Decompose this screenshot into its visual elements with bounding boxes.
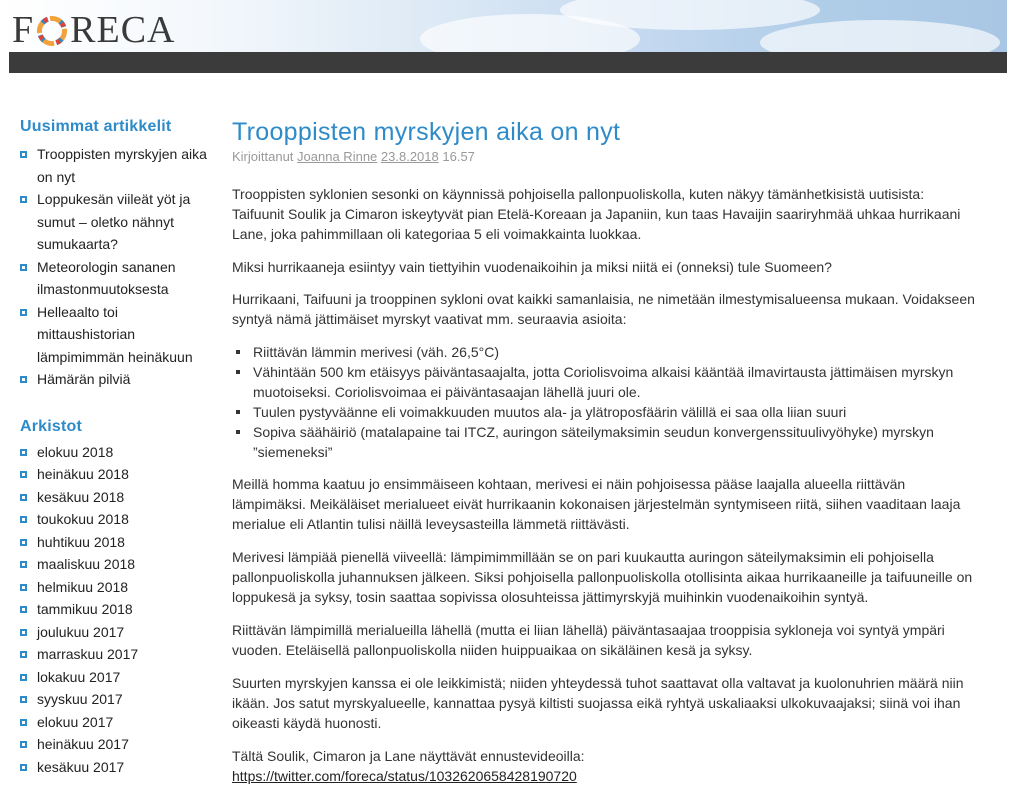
square-bullet-icon <box>20 764 27 771</box>
article-paragraph: Riittävän lämpimillä merialueilla lähellä (mutta ei liian lähellä) päiväntasaajaa trooppisia sykloneja voi syntyä ympäri vuoden. Eteläisellä pallonpuoliskolla niiden huippuaikaa on sikäläinen kesä ja syksy. <box>232 622 945 658</box>
archive-label[interactable]: elokuu 2017 <box>37 713 114 730</box>
square-bullet-icon <box>20 196 27 203</box>
archive-label[interactable]: elokuu 2018 <box>37 443 114 460</box>
square-bullet-icon <box>20 471 27 478</box>
article-paragraph: Trooppisten syklonien sesonki on käynnissä pohjoisella pallonpuoliskolla, kuten näkyy tämänhetkisistä uutisista: Taifuunit Soulik ja Cimaron iskeytyvät pian Etelä-Koreaan ja Japaniin, kun taas Havaijin saariryhmää uhkaa hurrikaani Lane, joka pahimmillaan oli kategoriaa 5 eli voimakkainta luokkaa. <box>232 186 961 242</box>
article-meta <box>232 149 977 164</box>
archive-link[interactable] <box>20 576 210 599</box>
list-item: Tuulen pystyväänne eli voimakkuuden muutos ala- ja ylätroposfäärin välillä ei saa olla liian suuri <box>232 402 977 422</box>
article-paragraph: Merivesi lämpiää pienellä viiveellä: lämpimimmillään se on pari kuukautta auringon säteilymaksimin eli pohjoisella pallonpuoliskolla juhannuksen jälkeen. Siksi pohjoisella pallonpuoliskolla otollisinta aikaa hurrikaaneille ja taifuuneille on loppukesä ja syksy, tosin saattaa sopivissa olosuhteissa jättimyrskyjä muihinkin vuodenaikoihin syntyä. <box>232 549 973 605</box>
archive-link[interactable] <box>20 733 210 756</box>
square-bullet-icon <box>20 516 27 523</box>
archive-link[interactable] <box>20 598 210 621</box>
archive-label[interactable]: marraskuu 2017 <box>37 646 139 662</box>
archive-link[interactable] <box>20 463 210 486</box>
archive-link[interactable] <box>20 486 210 509</box>
square-bullet-icon <box>20 264 27 271</box>
square-bullet-icon <box>20 561 27 568</box>
archive-link[interactable] <box>20 643 210 666</box>
latest-article-label[interactable]: Meteorologin sananen ilmastonmuutoksesta <box>37 258 176 297</box>
logo-text-left: F <box>12 9 35 51</box>
square-bullet-icon <box>20 494 27 501</box>
archive-label[interactable]: maaliskuu 2018 <box>37 556 136 572</box>
list-item: Riittävän lämmin merivesi (väh. 26,5°C) <box>232 342 977 362</box>
archive-label[interactable]: heinäkuu 2018 <box>37 466 129 482</box>
archive-label[interactable]: joulukuu 2017 <box>37 623 125 640</box>
square-bullet-icon <box>20 449 27 456</box>
post-time: 16.57 <box>442 149 475 164</box>
page-scroll-track <box>1007 0 1024 798</box>
archives-list <box>20 441 210 779</box>
latest-article-label[interactable]: Trooppisten myrskyjen aika on nyt <box>37 146 207 185</box>
archive-link[interactable] <box>20 756 210 779</box>
square-bullet-icon <box>20 539 27 546</box>
article-title[interactable]: Trooppisten myrskyjen aika on nyt <box>232 118 621 146</box>
archive-link[interactable] <box>20 711 210 734</box>
latest-article-label[interactable]: Helleaalto toi mittaushistorian lämpimimmän heinäkuun <box>37 303 193 365</box>
twitter-link[interactable]: https://twitter.com/foreca/status/1032620658428190720 <box>232 768 577 784</box>
archives-title: Arkistot <box>20 417 83 435</box>
latest-article-link[interactable] <box>20 368 210 391</box>
sky-cloud-decoration <box>760 20 1000 52</box>
square-bullet-icon <box>20 696 27 703</box>
foreca-logo-ring-icon <box>35 14 69 48</box>
date-link[interactable]: 23.8.2018 <box>380 149 439 164</box>
square-bullet-icon <box>20 584 27 591</box>
latest-article-label[interactable]: Hämärän pilviä <box>37 371 131 387</box>
article-paragraph <box>232 746 977 786</box>
square-bullet-icon <box>20 606 27 613</box>
archive-link[interactable] <box>20 688 210 711</box>
article-paragraph: Hurrikaani, Taifuuni ja trooppinen sykloni ovat kaikki samanlaisia, ne nimetään ilmestymisalueensa mukaan. Voidakseen syntyä nämä jättimäiset myrskyt vaativat mm. seuraavia asioita: <box>232 291 975 327</box>
requirements-list <box>232 342 977 462</box>
square-bullet-icon <box>20 651 27 658</box>
latest-article-link[interactable] <box>20 256 210 301</box>
archive-label[interactable]: heinäkuu 2017 <box>37 736 129 752</box>
article-paragraph: Meillä homma kaatuu jo ensimmäiseen kohtaan, merivesi ei näin pohjoisessa pääse laajalla alueella riittävän lämpimäksi. Meikäläiset merialueet eivät hurrikaanin kokonaisen järjestelmän syntymiseen riitä, siihen vaaditaan laaja merialue eli Atlantin tulisi näillä leveysasteilla lämmetä riittävästi. <box>232 476 961 532</box>
archive-label[interactable]: kesäkuu 2018 <box>37 488 125 505</box>
site-logo[interactable] <box>12 10 176 50</box>
sidebar <box>20 118 210 778</box>
latest-article-link[interactable] <box>20 188 210 256</box>
square-bullet-icon <box>20 309 27 316</box>
archive-label[interactable]: syyskuu 2017 <box>37 691 123 707</box>
archive-link[interactable] <box>20 666 210 689</box>
archive-label[interactable]: huhtikuu 2018 <box>37 533 125 550</box>
archive-link[interactable] <box>20 553 210 576</box>
archive-link[interactable] <box>20 621 210 644</box>
archive-label[interactable]: lokakuu 2017 <box>37 668 121 685</box>
square-bullet-icon <box>20 151 27 158</box>
archive-label[interactable]: kesäkuu 2017 <box>37 758 125 775</box>
latest-article-label[interactable]: Loppukesän viileät yöt ja sumut – oletko nähnyt sumukaarta? <box>37 191 191 252</box>
list-item: Sopiva säähäiriö (matalapaine tai ITCZ, auringon säteilymaksimin seudun konvergenssituulivyöhyke) myrskyn ”siemeneksi” <box>232 422 977 462</box>
article-paragraph: Suurten myrskyjen kanssa ei ole leikkimistä; niiden yhteydessä tuhot saattavat olla valtavat ja kuolonuhrien määrä niin ikään. Jos satut myrskyalueelle, kannattaa pysyä kiltisti suojassa eikä ryhtyä uskaliaaksi ulkokuvaajaksi; siinä voi ihan oikeasti käydä huonosti. <box>232 675 964 731</box>
square-bullet-icon <box>20 629 27 636</box>
square-bullet-icon <box>20 741 27 748</box>
article <box>232 116 977 786</box>
logo-text-right: RECA <box>70 9 176 51</box>
archive-label[interactable]: tammikuu 2018 <box>37 601 133 617</box>
site-header <box>0 0 1008 52</box>
latest-articles-title: Uusimmat artikkelit <box>20 118 172 135</box>
archive-link[interactable] <box>20 441 210 464</box>
navigation-bar <box>9 52 1007 73</box>
square-bullet-icon <box>20 376 27 383</box>
archive-link[interactable] <box>20 508 210 531</box>
archive-label[interactable]: helmikuu 2018 <box>37 578 129 595</box>
article-paragraph: Miksi hurrikaaneja esiintyy vain tiettyihin vuodenaikoihin ja miksi niitä ei (onneksi) tule Suomeen? <box>232 259 832 275</box>
archive-link[interactable] <box>20 531 210 554</box>
archive-label[interactable]: toukokuu 2018 <box>37 511 129 527</box>
list-item: Vähintään 500 km etäisyys päiväntasaajalta, jotta Coriolisvoima alkaisi kääntää ilmavirtausta jättimäisen myrskyn muotoiseksi. Coriolisvoimaa ei päiväntasaajan lähellä juuri ole. <box>232 362 977 402</box>
latest-article-link[interactable] <box>20 301 210 369</box>
latest-article-link[interactable] <box>20 143 210 188</box>
latest-articles-list <box>20 143 210 391</box>
video-intro-text: Tältä Soulik, Cimaron ja Lane näyttävät ennustevideoilla: <box>232 748 585 764</box>
author-link[interactable]: Joanna Rinne <box>297 149 378 164</box>
square-bullet-icon <box>20 719 27 726</box>
meta-prefix: Kirjoittanut <box>232 149 294 164</box>
square-bullet-icon <box>20 674 27 681</box>
